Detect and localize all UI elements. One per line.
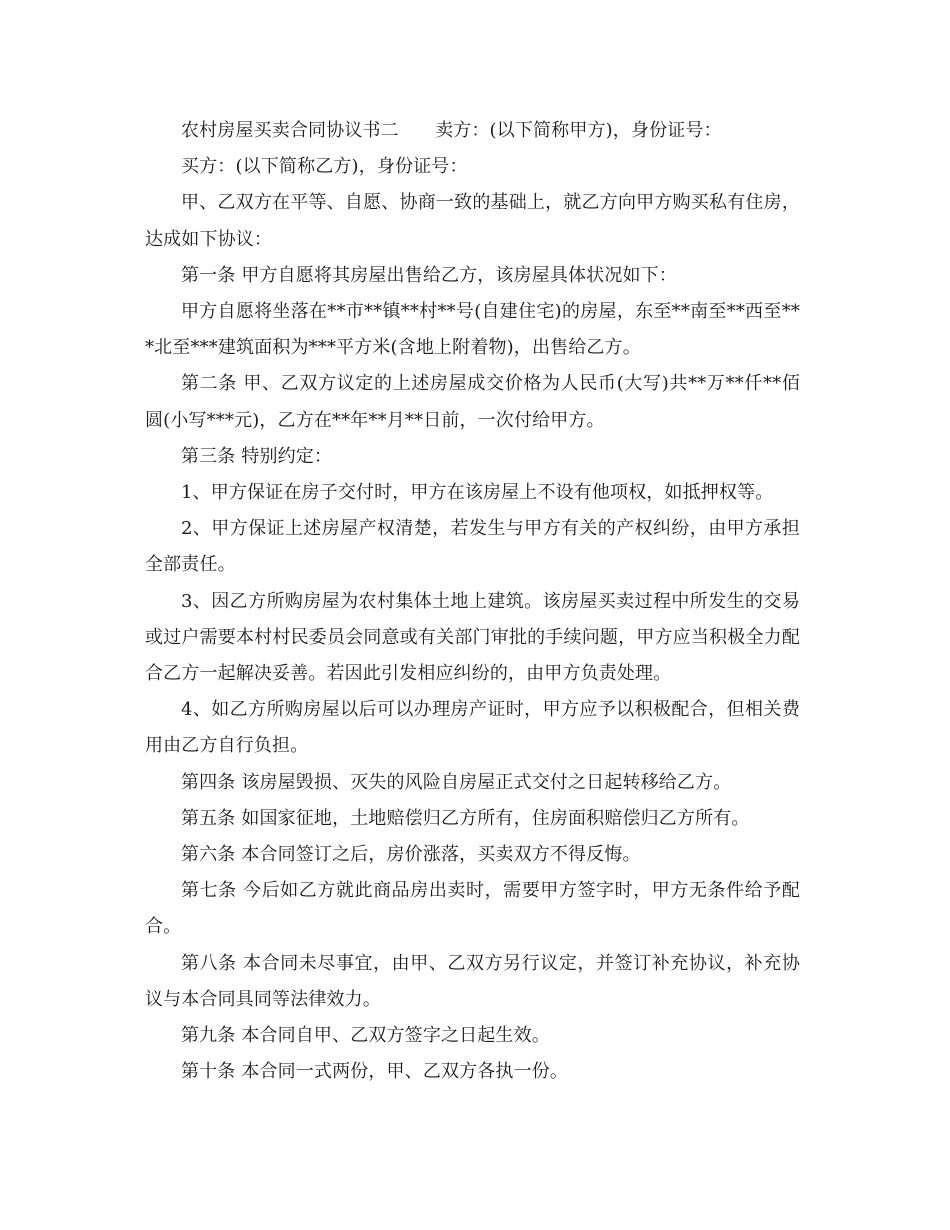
paragraph-title-and-seller: 农村房屋买卖合同协议书二 卖方：(以下简称甲方)，身份证号：: [181, 120, 722, 141]
contract-body: [145, 113, 800, 1090]
paragraph-article-6: 第六条 本合同签订之后，房价涨落，买卖双方不得反悔。: [181, 844, 641, 866]
paragraph-article-2: 第二条 甲、乙双方议定的上述房屋成交价格为人民币(大写)共**万**仟**佰圆(小写***元)，乙方在**年**月**日前，一次付给甲方。: [145, 373, 800, 431]
paragraph-article-8: 第八条 本合同未尽事宜，由甲、乙双方另行议定，并签订补充协议，补充协议与本合同具同等法律效力。: [145, 952, 800, 1010]
paragraph-property-details: 甲方自愿将坐落在**市**镇**村**号(自建住宅)的房屋，东至**南至**西至***北至***建筑面积为***平方米(含地上附着物)，出售给乙方。: [145, 301, 800, 359]
paragraph-clause-2: 2、甲方保证上述房屋产权清楚，若发生与甲方有关的产权纠纷，由甲方承担全部责任。: [145, 518, 800, 576]
paragraph-buyer: 买方：(以下简称乙方)，身份证号：: [181, 156, 468, 178]
paragraph-article-5: 第五条 如国家征地，土地赔偿归乙方所有，住房面积赔偿归乙方所有。: [181, 807, 750, 829]
paragraph-clause-1: 1、甲方保证在房子交付时，甲方在该房屋上不设有他项权，如抵押权等。: [181, 482, 774, 504]
paragraph-article-1: 第一条 甲方自愿将其房屋出售给乙方，该房屋具体状况如下：: [181, 264, 677, 286]
paragraph-article-10: 第十条 本合同一式两份，甲、乙双方各执一份。: [181, 1061, 569, 1083]
paragraph-article-9: 第九条 本合同自甲、乙双方签字之日起生效。: [181, 1025, 550, 1047]
paragraph-clause-4: 4、如乙方所购房屋以后可以办理房产证时，甲方应予以积极配合，但相关费用由乙方自行负担。: [145, 699, 800, 757]
paragraph-article-4: 第四条 该房屋毁损、灭失的风险自房屋正式交付之日起转移给乙方。: [181, 771, 732, 793]
paragraph-preamble: 甲、乙双方在平等、自愿、协商一致的基础上，就乙方向甲方购买私有住房，达成如下协议：: [145, 192, 800, 250]
paragraph-article-3: 第三条 特别约定：: [181, 445, 333, 467]
paragraph-article-7: 第七条 今后如乙方就此商品房出卖时，需要甲方签字时，甲方无条件给予配合。: [145, 880, 800, 938]
paragraph-clause-3: 3、因乙方所购房屋为农村集体土地上建筑。该房屋买卖过程中所发生的交易或过户需要本村村民委员会同意或有关部门审批的手续问题，甲方应当积极全力配合乙方一起解决妥善。若因此引发相应纠纷的，由甲方负责处理。: [145, 590, 800, 685]
